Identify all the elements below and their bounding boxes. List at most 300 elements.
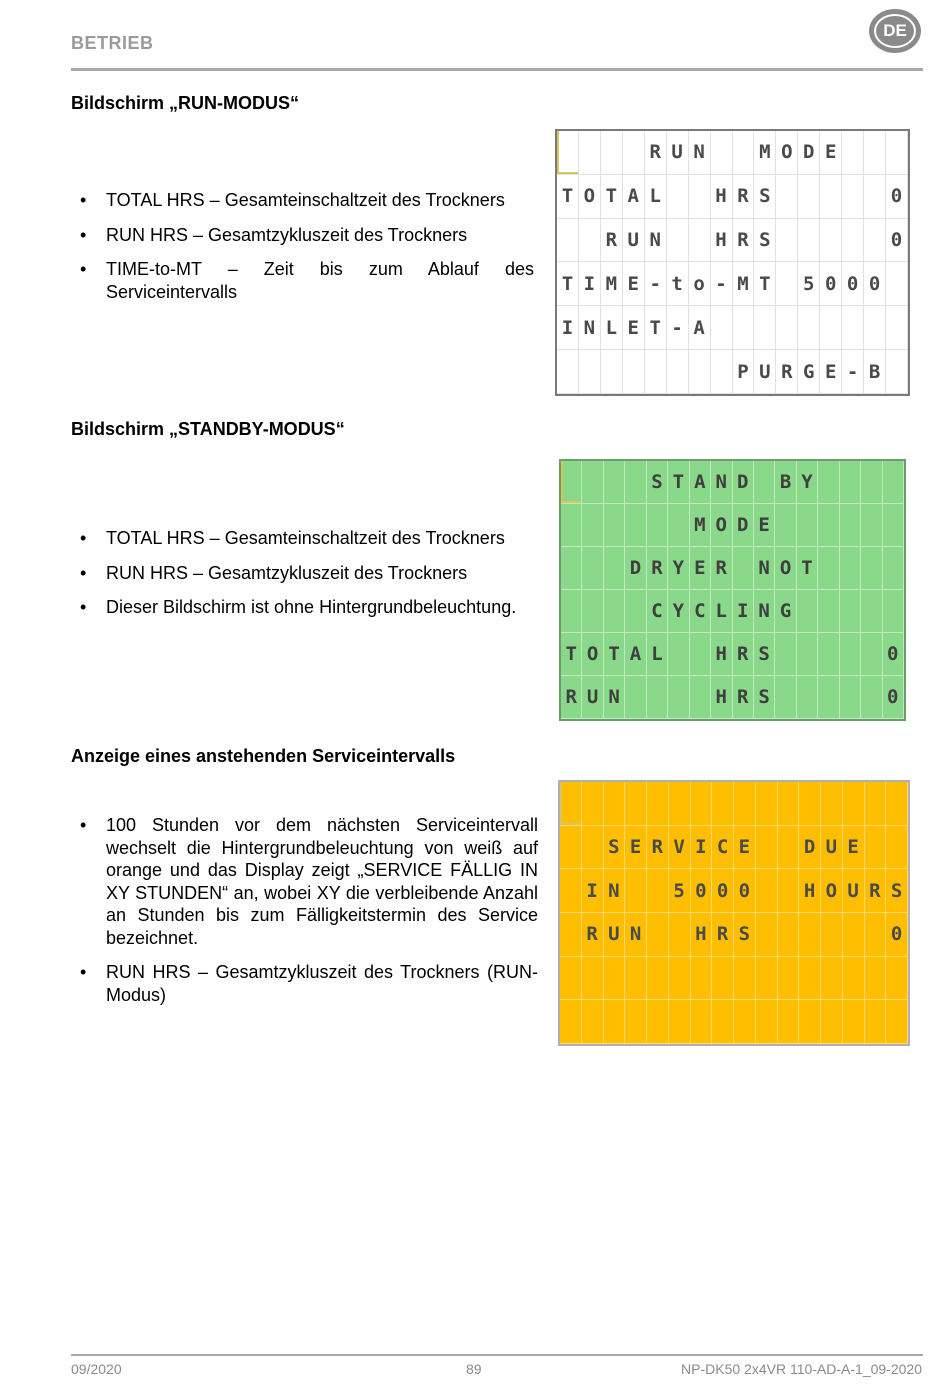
header-section-title: BETRIEB [71,33,154,53]
lcd-character-cell: M [754,131,776,175]
lcd-character-cell: E [820,131,842,175]
lcd-character-cell: R [733,219,755,263]
footer-page-number: 89 [466,1361,482,1377]
lcd-character-cell [712,1000,734,1044]
lcd-character-cell [778,913,800,957]
lcd-character-cell [754,461,775,504]
lcd-character-cell [668,633,689,676]
lcd-display-service-due [558,780,910,1046]
lcd-character-cell: N [754,590,775,633]
lcd-character-cell [865,782,887,826]
lcd-character-cell [560,913,582,957]
language-badge [869,9,921,53]
lcd-character-cell: A [690,461,711,504]
lcd-character-cell [712,957,734,1001]
lcd-character-cell [669,782,691,826]
lcd-character-cell [669,957,691,1001]
lcd-character-cell [582,1000,604,1044]
lcd-character-cell: S [754,633,775,676]
lcd-character-cell [560,869,582,913]
lcd-character-cell [820,219,842,263]
lcd-character-cell [733,547,754,590]
lcd-character-cell [668,504,689,547]
lcd-character-cell: R [865,869,887,913]
lcd-character-cell [625,957,647,1001]
section-title-service-due: Anzeige eines anstehenden Serviceintervalls [71,746,456,766]
lcd-character-cell [604,461,625,504]
lcd-character-cell: R [733,175,755,219]
lcd-character-cell [733,306,755,350]
lcd-character-cell [711,350,733,394]
lcd-display-standby-mode [559,459,906,721]
lcd-character-cell: U [667,131,689,175]
lcd-character-cell: I [691,826,713,870]
lcd-character-cell [582,590,603,633]
lcd-character-cell: H [691,913,713,957]
lcd-character-cell: O [775,547,796,590]
lcd-character-cell: I [579,262,601,306]
lcd-character-cell: 0 [886,219,908,263]
lcd-character-cell [797,633,818,676]
lcd-character-cell: L [601,306,623,350]
lcd-character-cell [647,957,669,1001]
lcd-character-cell [560,782,582,826]
lcd-character-cell: S [647,461,668,504]
lcd-character-cell [647,782,669,826]
lcd-character-cell [711,306,733,350]
lcd-character-cell [821,1000,843,1044]
lcd-character-cell [883,461,904,504]
lcd-character-cell [604,1000,626,1044]
lcd-character-cell [842,306,864,350]
footer-document-id: NP-DK50 2x4VR 110-AD-A-1_09-2020 [681,1361,922,1377]
lcd-character-cell: R [561,676,582,719]
lcd-character-cell: R [647,547,668,590]
lcd-character-cell: 5 [798,262,820,306]
lcd-character-cell [778,869,800,913]
lcd-character-cell: O [711,504,732,547]
lcd-character-cell: t [667,262,689,306]
lcd-character-cell: R [645,131,667,175]
list-item: • RUN HRS – Gesamtzykluszeit des Trockners [80,562,540,585]
lcd-character-cell [821,913,843,957]
lcd-character-cell [775,676,796,719]
lcd-character-cell [647,869,669,913]
lcd-character-cell [691,957,713,1001]
lcd-character-cell: A [623,175,645,219]
lcd-character-cell: R [647,826,669,870]
lcd-character-cell [561,461,582,504]
lcd-character-cell [734,782,756,826]
lcd-character-cell [886,350,908,394]
list-item: • TOTAL HRS – Gesamteinschaltzeit des Trockners [80,527,540,550]
lcd-character-cell [560,957,582,1001]
lcd-character-cell: R [711,547,732,590]
lcd-character-cell [711,131,733,175]
lcd-character-cell: D [733,461,754,504]
list-item: • TOTAL HRS – Gesamteinschaltzeit des Trockners [80,189,534,212]
lcd-character-cell [601,131,623,175]
lcd-character-cell [582,826,604,870]
lcd-character-cell [821,957,843,1001]
lcd-character-cell [775,633,796,676]
lcd-character-cell: - [842,350,864,394]
lcd-character-cell: H [711,219,733,263]
lcd-character-cell [623,350,645,394]
lcd-character-cell: E [820,350,842,394]
lcd-character-cell [798,306,820,350]
lcd-character-cell: T [561,633,582,676]
lcd-character-cell: S [604,826,626,870]
lcd-character-cell [861,676,882,719]
lcd-character-cell [647,504,668,547]
lcd-character-cell: C [690,590,711,633]
lcd-character-cell [733,131,755,175]
lcd-character-cell [818,676,839,719]
lcd-character-cell [797,676,818,719]
lcd-character-cell: S [754,219,776,263]
lcd-character-cell [842,131,864,175]
lcd-character-cell [861,461,882,504]
lcd-character-cell: - [711,262,733,306]
lcd-character-cell: B [775,461,796,504]
lcd-character-cell: - [645,262,667,306]
lcd-character-cell [667,350,689,394]
lcd-character-cell [645,350,667,394]
lcd-character-cell [579,350,601,394]
lcd-character-cell [756,869,778,913]
list-item: • TIME-to-MT – Zeit bis zum Ablauf des Serviceintervalls [80,258,534,303]
lcd-character-cell: M [690,504,711,547]
list-item: • 100 Stunden vor dem nächsten Serviceintervall wechselt die Hintergrundbeleuchtung von weiß auf orange und das Display zeigt „SERVICE FÄLLIG IN XY STUNDEN“ an, wobei XY die verbleibende Anzahl an Stunden bis zum Fälligkeitstermin des Service bezeichnet. [80,814,538,949]
lcd-character-cell: L [647,633,668,676]
lcd-character-cell [579,131,601,175]
lcd-character-cell [623,131,645,175]
lcd-character-cell: 0 [886,913,908,957]
lcd-character-cell [864,306,886,350]
lcd-character-cell [864,175,886,219]
lcd-character-cell: C [647,590,668,633]
lcd-character-cell: U [582,676,603,719]
lcd-character-cell [840,590,861,633]
lcd-character-cell: R [712,913,734,957]
lcd-character-cell [557,131,579,175]
lcd-character-cell: 0 [842,262,864,306]
lcd-character-cell: O [821,869,843,913]
lcd-character-cell: O [776,131,798,175]
lcd-character-cell [776,262,798,306]
header-divider [71,68,923,71]
lcd-character-cell: Y [668,590,689,633]
lcd-character-cell [820,175,842,219]
lcd-character-cell [886,957,908,1001]
lcd-character-cell [818,461,839,504]
lcd-character-cell: D [798,131,820,175]
lcd-character-cell: N [711,461,732,504]
lcd-character-cell [864,219,886,263]
lcd-character-cell [886,826,908,870]
lcd-character-cell [691,782,713,826]
lcd-character-cell: B [864,350,886,394]
lcd-character-cell: A [625,633,646,676]
lcd-character-cell [625,782,647,826]
lcd-character-cell [886,262,908,306]
lcd-character-cell: S [734,913,756,957]
lcd-character-cell: R [582,913,604,957]
lcd-character-cell [557,219,579,263]
lcd-character-cell: H [711,633,732,676]
lcd-character-cell [712,782,734,826]
lcd-character-cell: O [579,175,601,219]
lcd-character-cell [560,826,582,870]
lcd-character-cell [840,633,861,676]
lcd-character-cell: N [754,547,775,590]
lcd-character-cell [798,219,820,263]
lcd-character-cell [690,633,711,676]
lcd-character-cell: N [689,131,711,175]
lcd-character-cell [820,306,842,350]
lcd-character-cell [843,957,865,1001]
lcd-character-cell [778,1000,800,1044]
lcd-character-cell: 0 [820,262,842,306]
lcd-character-cell [561,547,582,590]
lcd-character-cell [778,826,800,870]
lcd-character-cell: G [775,590,796,633]
lcd-character-cell [689,219,711,263]
lcd-character-cell [861,547,882,590]
lcd-character-cell [818,547,839,590]
lcd-character-cell [604,782,626,826]
lcd-character-cell [625,461,646,504]
lcd-character-cell [625,590,646,633]
lcd-character-cell [776,306,798,350]
lcd-character-cell: E [623,306,645,350]
lcd-character-cell [669,1000,691,1044]
lcd-character-cell [797,590,818,633]
lcd-character-cell [798,175,820,219]
lcd-character-cell [689,350,711,394]
lcd-character-cell: T [604,633,625,676]
lcd-character-cell [560,1000,582,1044]
lcd-character-cell: U [821,826,843,870]
lcd-character-cell [754,306,776,350]
lcd-character-cell [691,1000,713,1044]
bullet-list-run-mode [80,189,534,315]
lcd-character-cell [557,350,579,394]
lcd-character-cell: Y [668,547,689,590]
lcd-character-cell [582,782,604,826]
lcd-character-cell [734,957,756,1001]
lcd-character-cell [840,504,861,547]
lcd-character-cell [886,1000,908,1044]
lcd-character-cell: D [625,547,646,590]
lcd-character-cell: M [733,262,755,306]
list-item: • RUN HRS – Gesamtzykluszeit des Trockners [80,224,534,247]
lcd-character-cell [818,504,839,547]
lcd-character-cell: 0 [883,633,904,676]
lcd-character-cell [865,913,887,957]
list-item: • Dieser Bildschirm ist ohne Hintergrundbeleuchtung. [80,596,540,619]
lcd-character-cell: Y [797,461,818,504]
lcd-character-cell [668,676,689,719]
lcd-character-cell [775,504,796,547]
lcd-character-cell: E [625,826,647,870]
lcd-character-cell [883,547,904,590]
lcd-character-cell: I [733,590,754,633]
lcd-character-cell: E [843,826,865,870]
lcd-character-cell [604,504,625,547]
lcd-character-cell [647,913,669,957]
lcd-character-cell [883,590,904,633]
lcd-character-cell [840,676,861,719]
lcd-character-cell [865,826,887,870]
lcd-character-cell [669,913,691,957]
lcd-character-cell [883,504,904,547]
lcd-character-cell [689,175,711,219]
lcd-grid [560,782,908,1044]
lcd-character-cell [861,590,882,633]
lcd-character-cell: T [754,262,776,306]
lcd-character-cell [886,782,908,826]
lcd-character-cell [886,131,908,175]
lcd-character-cell: N [604,676,625,719]
lcd-character-cell: 0 [691,869,713,913]
lcd-character-cell: T [601,175,623,219]
lcd-character-cell: H [711,175,733,219]
lcd-character-cell [842,219,864,263]
lcd-character-cell: L [645,175,667,219]
lcd-character-cell [864,131,886,175]
lcd-character-cell: D [799,826,821,870]
lcd-character-cell [756,913,778,957]
lcd-character-cell: E [623,262,645,306]
lcd-character-cell [756,1000,778,1044]
list-item: • RUN HRS – Gesamtzykluszeit des Trockners (RUN-Modus) [80,961,538,1006]
lcd-character-cell [561,590,582,633]
lcd-character-cell [861,633,882,676]
lcd-character-cell: T [645,306,667,350]
lcd-display-run-mode [555,129,910,396]
lcd-character-cell: S [754,676,775,719]
lcd-character-cell [843,782,865,826]
lcd-character-cell [799,1000,821,1044]
lcd-character-cell: 0 [864,262,886,306]
lcd-grid [561,461,904,719]
lcd-character-cell: P [733,350,755,394]
lcd-character-cell [579,219,601,263]
lcd-character-cell: N [625,913,647,957]
lcd-character-cell [604,590,625,633]
lcd-character-cell: T [797,547,818,590]
section-title-standby-mode: Bildschirm „STANDBY-MODUS“ [71,419,345,439]
footer-divider [71,1354,923,1356]
lcd-character-cell: R [733,676,754,719]
lcd-character-cell: 0 [712,869,734,913]
lcd-character-cell: M [601,262,623,306]
lcd-character-cell [840,461,861,504]
lcd-character-cell [582,957,604,1001]
lcd-character-cell [561,504,582,547]
lcd-character-cell: U [604,913,626,957]
section-title-run-mode: Bildschirm „RUN-MODUS“ [71,93,300,113]
lcd-character-cell [886,306,908,350]
lcd-character-cell [625,869,647,913]
lcd-character-cell: R [601,219,623,263]
lcd-character-cell: I [557,306,579,350]
lcd-character-cell [734,1000,756,1044]
lcd-character-cell [756,826,778,870]
lcd-character-cell: H [711,676,732,719]
lcd-character-cell [865,957,887,1001]
lcd-character-cell [842,175,864,219]
lcd-character-cell [861,504,882,547]
lcd-character-cell: O [582,633,603,676]
lcd-character-cell [604,957,626,1001]
bullet-list-standby-mode [80,527,540,631]
footer-date: 09/2020 [71,1361,122,1377]
lcd-character-cell [625,1000,647,1044]
lcd-character-cell: L [711,590,732,633]
lcd-character-cell [776,175,798,219]
lcd-character-cell [821,782,843,826]
lcd-character-cell [604,547,625,590]
lcd-character-cell [778,782,800,826]
lcd-character-cell: E [690,547,711,590]
lcd-character-cell [667,175,689,219]
lcd-character-cell [667,219,689,263]
lcd-character-cell [843,913,865,957]
lcd-character-cell: 0 [883,676,904,719]
bullet-list-service-due [80,814,538,1018]
lcd-character-cell [843,1000,865,1044]
lcd-character-cell: R [776,350,798,394]
lcd-character-cell: G [798,350,820,394]
lcd-character-cell [582,504,603,547]
lcd-character-cell [582,547,603,590]
lcd-character-cell: U [843,869,865,913]
language-badge-label: DE [874,14,916,48]
lcd-character-cell: D [733,504,754,547]
lcd-character-cell [818,633,839,676]
lcd-character-cell: S [886,869,908,913]
lcd-character-cell [797,504,818,547]
lcd-character-cell: R [733,633,754,676]
lcd-character-cell [756,782,778,826]
lcd-character-cell: N [579,306,601,350]
lcd-character-cell [865,1000,887,1044]
lcd-character-cell [690,676,711,719]
lcd-character-cell [776,219,798,263]
lcd-character-cell: I [582,869,604,913]
lcd-character-cell: U [754,350,776,394]
lcd-character-cell: H [799,869,821,913]
lcd-character-cell: 0 [886,175,908,219]
lcd-character-cell [799,782,821,826]
lcd-character-cell [601,350,623,394]
lcd-character-cell: N [645,219,667,263]
lcd-character-cell [778,957,800,1001]
lcd-character-cell: V [669,826,691,870]
lcd-character-cell [625,504,646,547]
lcd-character-cell [647,676,668,719]
lcd-character-cell [799,913,821,957]
lcd-character-cell: E [734,826,756,870]
lcd-character-cell [818,590,839,633]
lcd-character-cell [582,461,603,504]
lcd-character-cell: E [754,504,775,547]
lcd-character-cell: T [557,175,579,219]
lcd-character-cell: S [754,175,776,219]
